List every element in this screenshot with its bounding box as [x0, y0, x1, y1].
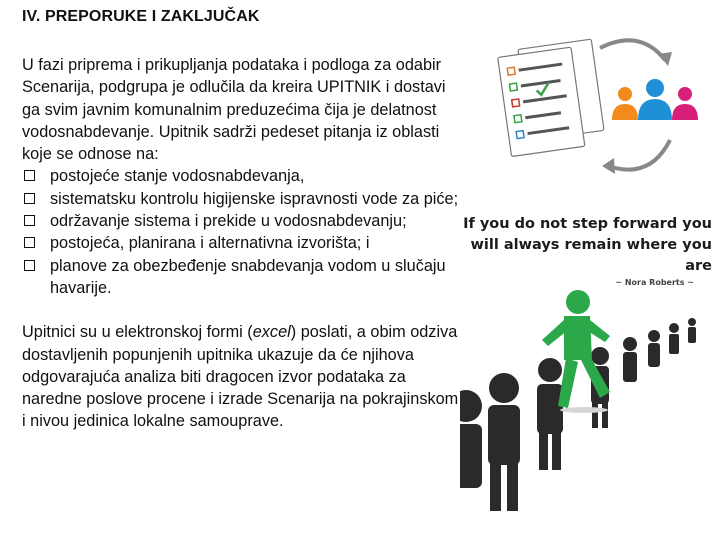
survey-clipboard-icon	[498, 39, 604, 156]
page-title: IV. PREPORUKE I ZAKLJUČAK	[22, 8, 260, 25]
checkbox-bullet-icon	[24, 170, 35, 181]
checkbox-bullet-icon	[24, 260, 35, 271]
topic-list-item	[22, 255, 462, 300]
topic-list-item-label: planove za obezbeđenje snabdevanja vodom u slučaju havarije.	[50, 256, 446, 297]
quote-text: If you do not step forward you will always remain where you are	[463, 216, 712, 274]
quote-graphic	[460, 210, 718, 524]
conclusion-text-end: ) poslati, a obim odziva dostavljenih popunjenih upitnika ukazuje da će njihova odgovarajuća analiza biti dragocen izvor podataka za naredne poslove procene i izrade Scenarija na pokrajinskom i nivou jedinica lokalne samouprave.	[22, 323, 459, 431]
topic-list-item-label: sistematsku kontrolu higijenske ispravnosti vode za piće;	[50, 189, 459, 208]
topic-list-item	[22, 165, 462, 187]
people-group-icon	[612, 79, 698, 120]
topic-list-item	[22, 232, 462, 254]
checkbox-bullet-icon	[24, 215, 35, 226]
conclusion-text-start: Upitnici su u elektronskoj formi (	[22, 323, 253, 342]
topic-list-item	[22, 188, 462, 210]
topic-list-item-label: održavanje sistema i prekide u vodosnabdevanju;	[50, 212, 407, 231]
body-text	[22, 54, 462, 433]
checkbox-bullet-icon	[24, 193, 35, 204]
intro-paragraph: U fazi priprema i prikupljanja podataka i podloga za odabir Scenarija, podgrupa je odlučila da kreira UPITNIK i dostavi ga svim javnim komunalnim preduzećima čija je delatnost vodosnabdevanje. Upitnik sadrži pedeset pitanja iz oblasti koje se odnose na:	[22, 56, 446, 164]
topic-list	[22, 165, 462, 299]
topic-list-item	[22, 210, 462, 232]
topic-list-item-label: postojeće stanje vodosnabdevanja,	[50, 167, 305, 186]
conclusion-italic: excel	[252, 323, 291, 342]
topic-list-item-label: postojeća, planirana i alternativna izvorišta; i	[50, 234, 370, 253]
checkbox-bullet-icon	[24, 237, 35, 248]
quote-author: ~ Nora Roberts ~	[615, 278, 694, 287]
conclusion-paragraph	[22, 321, 462, 432]
survey-graphic	[490, 30, 710, 190]
